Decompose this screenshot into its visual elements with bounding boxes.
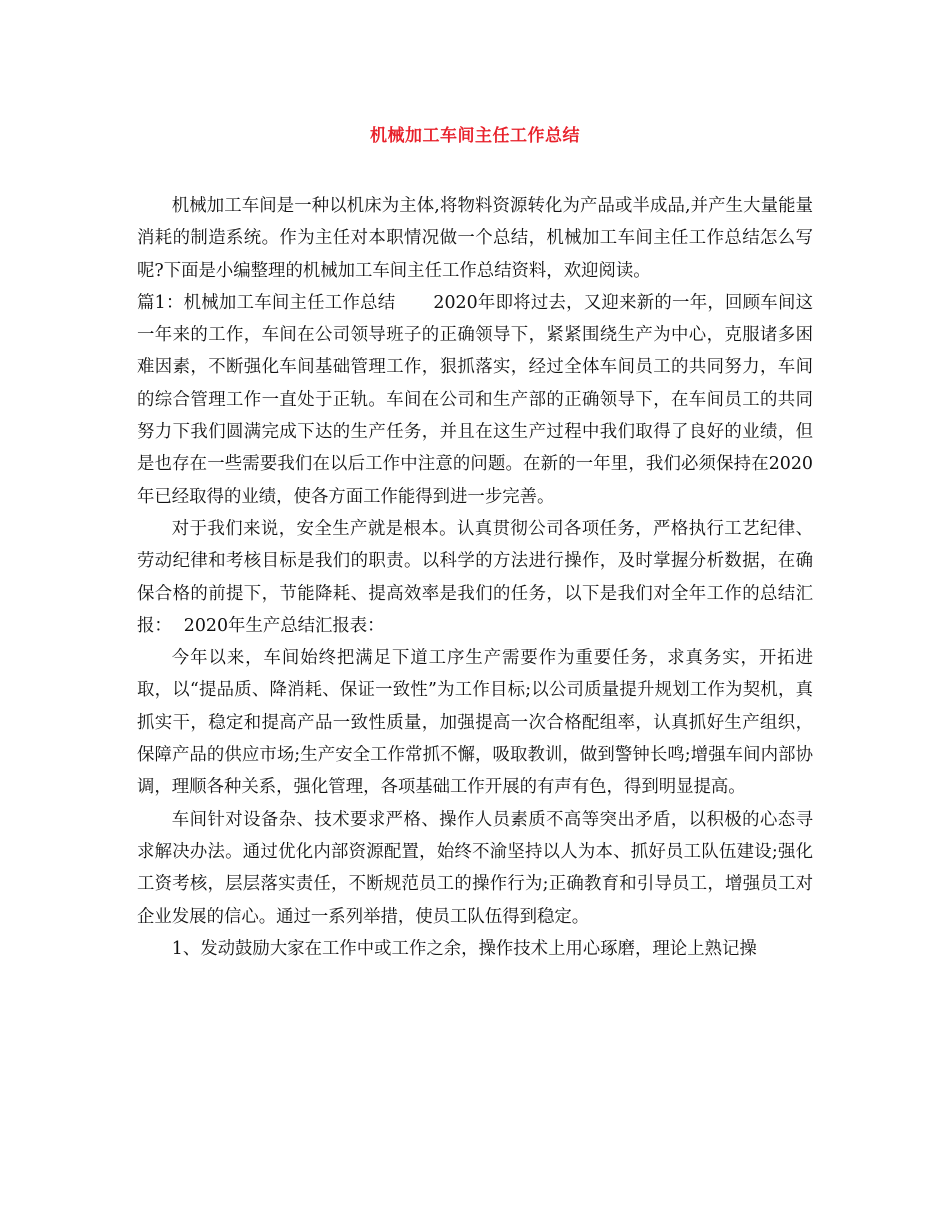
paragraph-safety (137, 513, 813, 642)
paragraph-item-1: 1、发动鼓励大家在工作中或工作之余，操作技术上用心琢磨，理论上熟记操 (171, 938, 757, 959)
section-heading: 篇1：机械加工车间主任工作总结 (137, 292, 396, 313)
paragraph-section-1 (137, 287, 813, 513)
report-table-label: 2020年生产总结汇报表： (183, 615, 385, 636)
paragraph-goals: 今年以来，车间始终把满足下道工序生产需要作为重要任务，求真务实，开拓进取，以“提品质、降消耗、保证一致性”为工作目标;以公司质量提升规划工作为契机，真抓实干，稳定和提高产品一致性质量，加强提高一次合格配组率，认真抓好生产组织，保障产品的供应市场;生产安全工作常抓不懈，吸取教训，做到警钟长鸣;增强车间内部协调，理顺各种关系，强化管理，各项基础工作开展的有声有色，得到明显提高。 (137, 648, 813, 798)
section-1-text: 2020年即将过去，又迎来新的一年，回顾车间这一年来的工作，车间在公司领导班子的正确领导下，紧紧围绕生产为中心，克服诸多困难因素，不断强化车间基础管理工作，狠抓落实，经过全体车间员工的共同努力，车间的综合管理工作一直处于正轨。车间在公司和生产部的正确领导下，在车间员工的共同努力下我们圆满完成下达的生产任务，并且在这生产过程中我们取得了良好的业绩，但是也存在一些需要我们在以后工作中注意的问题。在新的一年里，我们必须保持在2020年已经取得的业绩，使各方面工作能得到进一步完善。 (137, 292, 813, 507)
document-title: 机械加工车间主任工作总结 (370, 126, 580, 146)
paragraph-staff: 车间针对设备杂、技术要求严格、操作人员素质不高等突出矛盾，以积极的心态寻求解决办法。通过优化内部资源配置，始终不渝坚持以人为本、抓好员工队伍建设;强化工资考核，层层落实责任，不断规范员工的操作行为;正确教育和引导员工，增强员工对企业发展的信心。通过一系列举措，使员工队伍得到稳定。 (137, 809, 813, 927)
paragraph-intro: 机械加工车间是一种以机床为主体,将物料资源转化为产品或半成品,并产生大量能量消耗的制造系统。作为主任对本职情况做一个总结，机械加工车间主任工作总结怎么写呢?下面是小编整理的机械加工车间主任工作总结资料，欢迎阅读。 (137, 196, 813, 281)
document-body (137, 190, 813, 965)
safety-text: 对于我们来说，安全生产就是根本。认真贯彻公司各项任务，严格执行工艺纪律、劳动纪律和考核目标是我们的职责。以科学的方法进行操作，及时掌握分析数据，在确保合格的前提下，节能降耗、提高效率是我们的任务，以下是我们对全年工作的总结汇报： (137, 518, 813, 636)
